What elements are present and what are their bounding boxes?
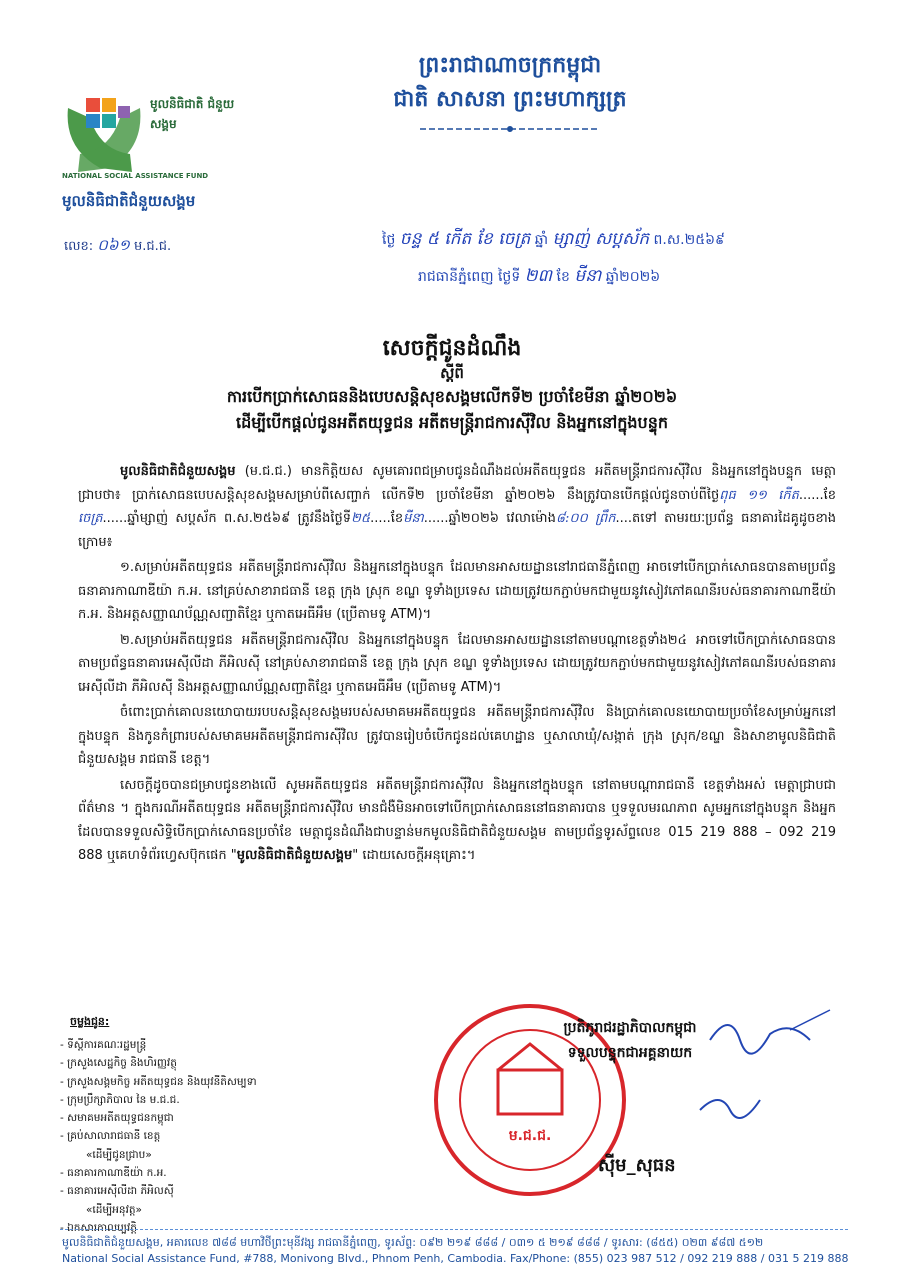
cc-item: - ក្រសួងសង្គមកិច្ច អតីតយុទ្ធជន និងយុវនីតិសម្បទា xyxy=(60,1075,257,1088)
paragraph-policy: ចំពោះប្រាក់គោលនយោបាយរបបសន្តិសុខសង្គមរបស់សមាគមអតីតយុទ្ធជន អតីតមន្ត្រីរាជការស៊ីវិល និងប្រាក់គោលនយោបាយប្រចាំខែសម្រាប់អ្នកនៅក្នុងបន្ទុក និងកូនកំព្រារបស់សមាគមអតីតមន្ត្រីរាជការស៊ីវិល ត្រូវបានរៀបចំបើកជូនដល់គេហដ្ឋាន ឬសាលាឃុំ/សង្កាត់ ក្រុង ស្រុក/ខណ្ឌ និងសាខាមូលនិធិជាតិជំនួយសង្គម រាជធានី ខេត្ត។ xyxy=(78,705,836,767)
lunar-year-handwritten: ម្សាញ់ សប្តស័ក xyxy=(552,229,650,249)
cc-list xyxy=(60,1036,257,1237)
p1-text-a: (ម.ជ.ជ.) មានកិត្តិយស សូមគោរពជម្រាបជូនដំណឹងដល់អតីតយុទ្ធជន អតីតមន្ត្រីរាជការស៊ីវិល និងអ្នកនៅក្នុងបន្ទុក មេត្តាជ្រាបថា៖ ប្រាក់សោធនបេបសន្តិសុខសង្គមសម្រាប់ពីសេញ្ចាក់ លើកទី២ ប្រចាំខែមីនា ឆ្នាំ២០២៦ នឹងត្រូវបានបើកផ្តល់ជូនចាប់ពីថ្ងៃ xyxy=(78,464,836,503)
cc-item: - ធនាគារកាណាឌីយ៉ា ក.អ. xyxy=(60,1167,167,1180)
fill-lunar-day: ពុធ ១១ កើត xyxy=(719,487,799,503)
notice-subject-line1: ការបើកប្រាក់សោធននិងបេបសន្តិសុខសង្គមលើកទី២ ប្រចាំខែមីនា ឆ្នាំ២០២៦ xyxy=(226,387,678,406)
lunar-era: ព.ស.២៥៦៩ xyxy=(653,232,725,248)
paragraph-intro xyxy=(78,460,836,554)
logo-caption: NATIONAL SOCIAL ASSISTANCE FUND xyxy=(62,172,209,180)
p1-text-f: ....តទៅ តាមរយៈប្រព័ន្ធ ធនាគារដៃគូដូចខាងក្រោម៖ xyxy=(78,511,837,550)
notice-about: ស្តីពី xyxy=(440,364,464,382)
cc-item: - ទីស្តីការគណៈរដ្ឋមន្ត្រី xyxy=(60,1039,147,1051)
cc-item: - ក្រសួងសេដ្ឋកិច្ច និងហិរញ្ញវត្ថុ xyxy=(60,1057,177,1070)
signatory-line1: ប្រតិភូរាជរដ្ឋាភិបាលកម្ពុជា xyxy=(563,1020,697,1036)
paragraph-provinces: ២.សម្រាប់អតីតយុទ្ធជន អតីតមន្ត្រីរាជការស៊ីវិល និងអ្នកនៅក្នុងបន្ទុក ដែលមានអាសយដ្ឋាននៅតាមបណ្តាខេត្តទាំង២៤ អាចទៅបើកប្រាក់សោធនបានតាមប្រព័ន្ធធនាគារអេស៊ីលីដា ភីអិលស៊ី នៅគ្រប់សាខារាជធានី ខេត្ត ក្រុង ស្រុក ខណ្ឌ ទូទាំងប្រទេស ដោយត្រូវយកភ្ជាប់មកជាមួយនូវសៀវភៅគណនីរបស់ធនាគារអេស៊ីលីដា ភីអិលស៊ី និងអត្តសញ្ញាណប័ណ្ណសញ្ជាតិខ្មែរ ឬកាតអេធីអឹម (ប្រើតាមទូ ATM)។ xyxy=(78,632,836,695)
kingdom-header xyxy=(300,48,720,116)
month-handwritten: មីនា xyxy=(574,266,602,286)
cc-item: - គ្រប់សាលារាជធានី ខេត្ត xyxy=(60,1130,161,1143)
notice-subject-line2: ដើម្បីបើកផ្តល់ជូនអតីតយុទ្ធជន អតីតមន្ត្រីរាជការស៊ីវិល និងអ្នកនៅក្នុងបន្ទុក xyxy=(236,413,668,432)
cc-note: «ដើម្បីអនុវត្ត» xyxy=(86,1203,142,1216)
year-label: ឆ្នាំ២០២៦ xyxy=(605,269,661,285)
logo-text: មូលនិធិជាតិ ជំនួយសង្គម xyxy=(150,97,235,131)
reference-number xyxy=(64,236,171,258)
p5-text-b: " ដោយសេចក្តីអនុគ្រោះ។ xyxy=(352,848,476,863)
p5-text-a: សេចក្តីដូចបានជម្រាបជូនខាងលើ សូមអតីតយុទ្ធជន អតីតមន្ត្រីរាជការស៊ីវិល និងអ្នកនៅក្នុងបន្ទុក នៅតាមបណ្តារាជធានី ខេត្តទាំងអស់ មេត្តាជ្រាបជាព័ត៌មាន ។ ក្នុងករណីអតីតយុទ្ធជន អតីតមន្ត្រីរាជការស៊ីវិល មានជំងឺមិនអាចទៅបើកប្រាក់សោធននៅធនាគារបាន ឬទទួលមរណភាព សូមអ្នកនៅក្នុងបន្ទុក និងអ្នកដែលបានទទួលសិទ្ធិបើកប្រាក់សោធនប្រចាំខែ មេត្តាជូនដំណឹងជាបន្ទាន់មកមូលនិធិជាតិជំនួយសង្គម តាមប្រព័ន្ធទូរស័ព្ទលេខ 015 219 888 – 092 219 888 ឬគេហទំព័រហ្វេសប៊ុកផេក " xyxy=(78,777,836,863)
fill-day: ២៥ xyxy=(351,511,371,526)
fill-month: មីនា xyxy=(403,511,424,526)
lunar-year-label: ឆ្នាំ xyxy=(534,232,549,248)
seal-text: ម.ជ.ជ. xyxy=(508,1128,552,1144)
place-date-prefix: រាជធានីភ្នំពេញ ថ្ងៃទី xyxy=(418,269,521,285)
footer-address-en: National Social Assistance Fund, #788, Monivong Blvd., Phnom Penh, Cambodia. Fax/Phone: (855) 023 987 512 / 092 219 888 / 031 5 219 888 xyxy=(62,1252,849,1265)
facebook-page-name: មូលនិធិជាតិជំនួយសង្គម xyxy=(236,848,353,863)
ref-label: លេខ: xyxy=(64,239,94,254)
paragraph-closing xyxy=(78,774,836,868)
national-motto: ជាតិ សាសនា ព្រះមហាក្សត្រ xyxy=(393,86,627,112)
notice-body xyxy=(78,460,836,870)
footer-address-kh: មូលនិធិជាតិជំនួយសង្គម, អគារលេខ ៧៨៨ មហាវិថីព្រះមុនីវង្ស រាជធានីភ្នំពេញ, ទូរស័ព្ទ: ០៩២ ២១៩ ៨៨៨ / ០៣១ ៥ ២១៩ ៨៨៨ / ទូរសារ: (៨៥៥) ០២៣ ៩៨៧ ៥១២ xyxy=(62,1236,764,1249)
fund-name-inline: មូលនិធិជាតិជំនួយសង្គម xyxy=(120,464,236,479)
ref-suffix: ម.ជ.ជ. xyxy=(134,239,172,254)
cc-item: - ធនាគារអេស៊ីលីដា ភីអិលស៊ី xyxy=(60,1185,174,1198)
handwritten-signature xyxy=(640,1000,840,1140)
day-handwritten: ២៣ xyxy=(524,266,553,286)
signatory-name: ស៊ីម_សុធន xyxy=(598,1155,676,1176)
lunar-date-prefix: ថ្ងៃ xyxy=(382,232,396,248)
fill-lunar-month: ចេត្រ xyxy=(78,511,103,526)
motto-divider-ornament xyxy=(420,124,600,134)
p1-text-b: ......ខែ xyxy=(798,487,837,503)
month-label: ខែ xyxy=(556,269,570,285)
cc-item: - ឯកសារកាលប្បវត្តិ xyxy=(60,1221,137,1234)
footer-divider xyxy=(60,1229,848,1231)
signatory-line2: ទទួលបន្ទុកជាអគ្គនាយក xyxy=(567,1045,693,1061)
p1-text-e: ......ឆ្នាំ២០២៦ វេលាម៉ោង xyxy=(423,511,556,526)
cc-item: - សមាគមអតីតយុទ្ធជនកម្ពុជា xyxy=(60,1112,174,1125)
fund-name: មូលនិធិជាតិជំនួយសង្គម xyxy=(62,192,196,210)
ref-number-handwritten: ០៦១ xyxy=(97,236,130,254)
cc-item: - ក្រុមប្រឹក្សាភិបាល នៃ ម.ជ.ជ. xyxy=(60,1093,180,1106)
lunar-date xyxy=(382,228,725,253)
cc-title: ចម្លងជូន: xyxy=(70,1015,110,1028)
notice-title: សេចក្តីជូនដំណឹង xyxy=(382,335,522,361)
paragraph-phnom-penh: ១.សម្រាប់អតីតយុទ្ធជន អតីតមន្ត្រីរាជការស៊ីវិល និងអ្នកនៅក្នុងបន្ទុក ដែលមានអាសយដ្ឋាននៅរាជធានីភ្នំពេញ អាចទៅបើកប្រាក់សោធនបានតាមប្រព័ន្ធធនាគារកាណាឌីយ៉ា ក.អ. នៅគ្រប់សាខារាជធានី ខេត្ត ក្រុង ស្រុក ខណ្ឌ ទូទាំងប្រទេស ដោយត្រូវយកភ្ជាប់មកជាមួយនូវសៀវភៅគណនីរបស់ធនាគារកាណាឌីយ៉ា ក.អ. និងអត្តសញ្ញាណប័ណ្ណសញ្ជាតិខ្មែរ ឬកាតអេធីអឹម (ប្រើតាមទូ ATM)។ xyxy=(78,560,836,622)
cc-note: «ដើម្បីជូនជ្រាប» xyxy=(86,1148,152,1161)
lunar-date-handwritten: ចន្ទ ៥ កើត ខែ ចេត្រ xyxy=(399,229,531,249)
p1-text-d: .....ខែ xyxy=(370,511,404,526)
kingdom-title: ព្រះរាជាណាចក្រកម្ពុជា xyxy=(418,52,602,78)
gregorian-date xyxy=(418,265,660,290)
p1-text-c: ......ឆ្នាំម្សាញ់ សប្តស័ក ព.ស.២៥៦៩ ត្រូវនឹងថ្ងៃទី xyxy=(102,511,352,526)
fill-time: ៨:០០ ព្រឹក xyxy=(555,511,616,526)
